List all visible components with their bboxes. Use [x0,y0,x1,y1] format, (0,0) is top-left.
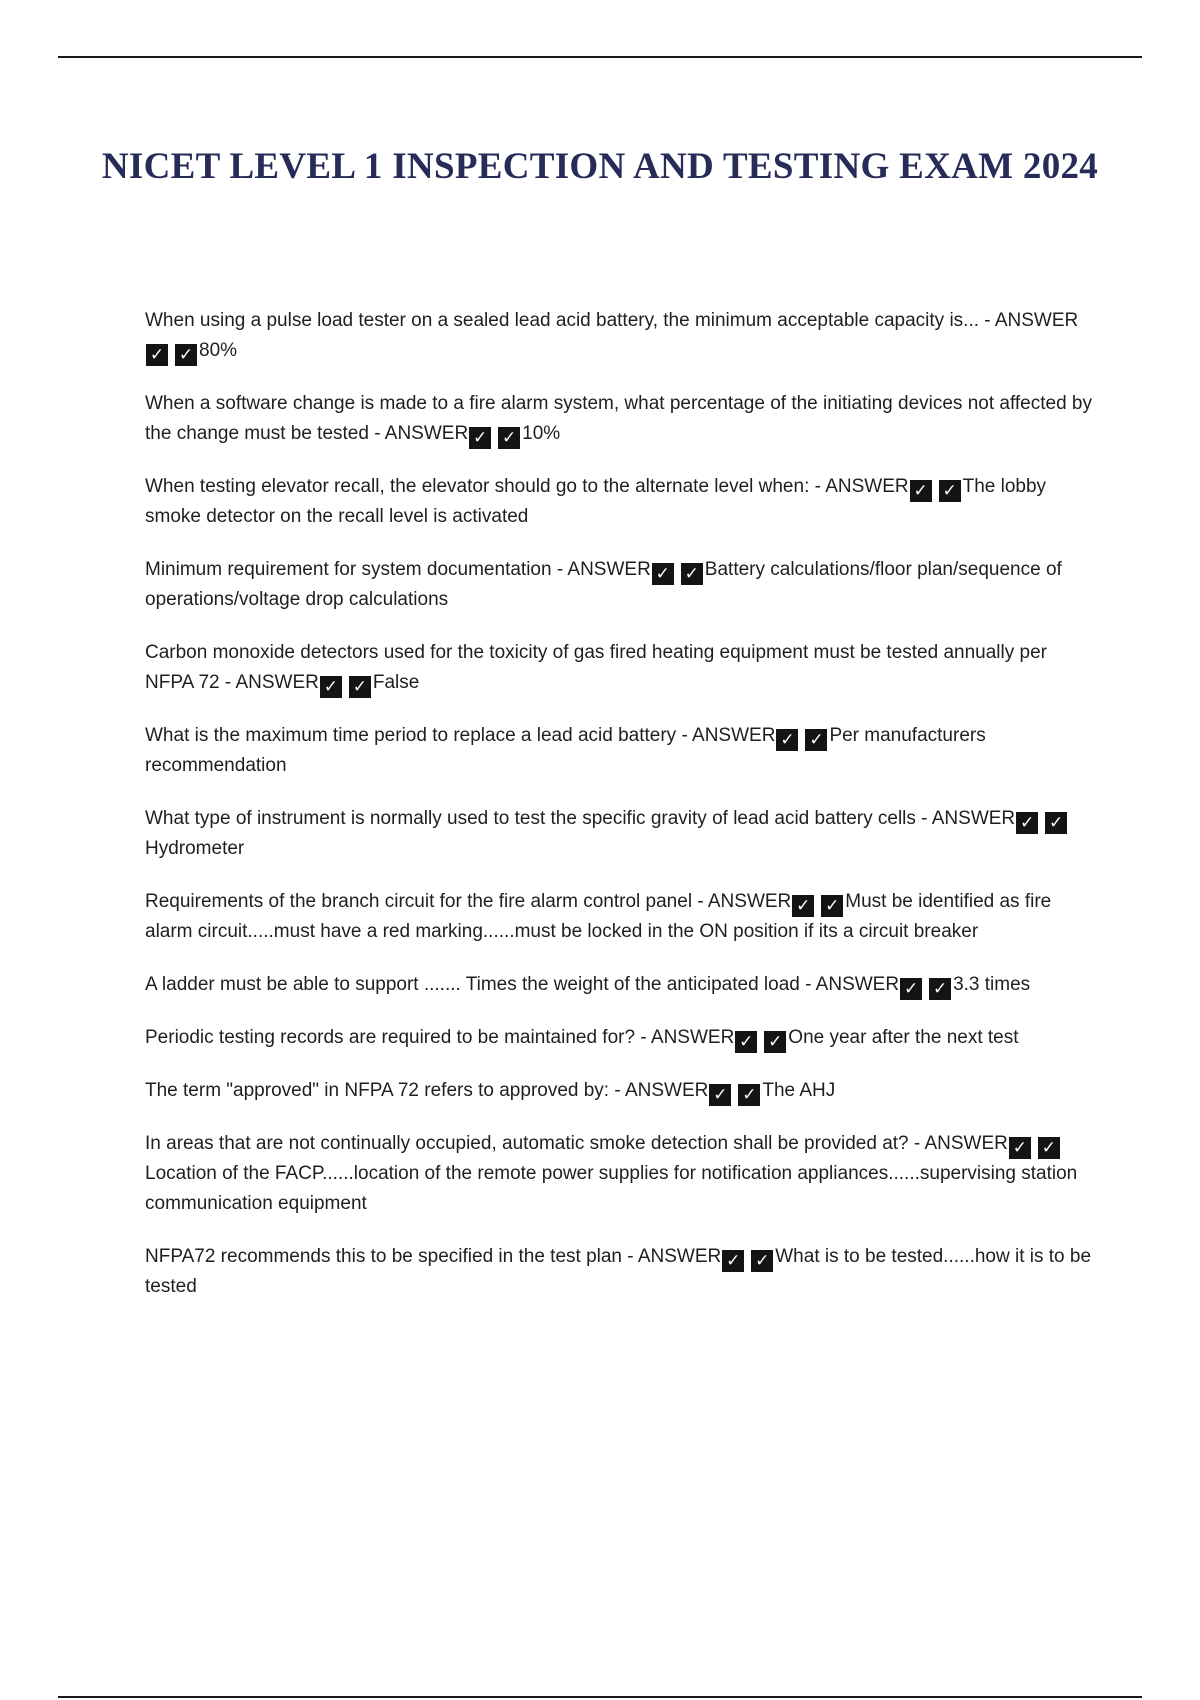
check-box-icon: ✓ [900,978,922,1000]
question-text: The term "approved" in NFPA 72 refers to approved by: - [145,1080,625,1101]
qa-item [145,804,1095,864]
check-box-icon: ✓ [751,1250,773,1272]
answer-label: ANSWER [567,559,651,580]
top-divider [58,56,1142,58]
check-box-icon: ✓ [776,729,798,751]
answer-text: One year after the next test [788,1027,1019,1048]
check-box-icon: ✓ [498,427,520,449]
answer-text: Per manufacturers recommendation [145,725,986,776]
question-text: When testing elevator recall, the elevator should go to the alternate level when: - [145,476,826,497]
bottom-divider [58,1696,1142,1698]
answer-label: ANSWER [707,891,792,912]
check-box-icon: ✓ [1016,812,1038,834]
question-text: Periodic testing records are required to be maintained for? - [145,1027,651,1048]
question-text: In areas that are not continually occupied, automatic smoke detection shall be provided at? - [145,1133,925,1154]
check-box-icon: ✓ [709,1084,731,1106]
question-text: A ladder must be able to support ....... Times the weight of the anticipated load - [145,974,816,995]
answer-text: Hydrometer [145,838,245,859]
question-text: When a software change is made to a fire alarm system, what percentage of the initiating devices not affected by the change must be tested - [145,393,1092,444]
check-box-icon: ✓ [910,480,932,502]
check-box-icon: ✓ [722,1250,744,1272]
qa-item [145,1242,1095,1302]
answer-text: The lobby smoke detector on the recall level is activated [145,476,1047,527]
qa-list [145,306,1095,1325]
qa-item [145,472,1095,532]
answer-label: ANSWER [924,1133,1008,1154]
answer-text: 10% [522,423,561,444]
answer-text: Location of the FACP......location of the remote power supplies for notification appliances......supervising station communication equipment [145,1163,1078,1214]
question-text: NFPA72 recommends this to be specified in the test plan - [145,1246,638,1267]
answer-label: ANSWER [931,808,1016,829]
question-text: Requirements of the branch circuit for the fire alarm control panel - [145,891,708,912]
check-box-icon: ✓ [681,563,703,585]
check-box-icon: ✓ [1045,812,1067,834]
check-box-icon: ✓ [735,1031,757,1053]
qa-item [145,1076,1095,1106]
question-text: What type of instrument is normally used to test the specific gravity of lead acid battery cells - [145,808,932,829]
qa-item [145,887,1095,947]
check-box-icon: ✓ [738,1084,760,1106]
answer-label: ANSWER [825,476,909,497]
page-title: NICET LEVEL 1 INSPECTION AND TESTING EXAM 2024 [101,146,1099,187]
question-text: What is the maximum time period to replace a lead acid battery - [145,725,693,746]
check-box-icon: ✓ [1038,1137,1060,1159]
answer-label: ANSWER [637,1246,722,1267]
answer-text: 3.3 times [953,974,1031,995]
question-text: Minimum requirement for system documentation - [145,559,568,580]
answer-text: Must be identified as fire alarm circuit.....must have a red marking......must be locked in the ON position if its a circuit breaker [145,891,1052,942]
check-box-icon: ✓ [320,676,342,698]
check-box-icon: ✓ [821,895,843,917]
check-box-icon: ✓ [146,344,168,366]
qa-item [145,306,1095,366]
answer-label: ANSWER [650,1027,735,1048]
check-box-icon: ✓ [792,895,814,917]
qa-item [145,555,1095,615]
check-box-icon: ✓ [175,344,197,366]
check-box-icon: ✓ [764,1031,786,1053]
check-box-icon: ✓ [652,563,674,585]
qa-item [145,638,1095,698]
answer-text: The AHJ [762,1080,836,1101]
question-text: When using a pulse load tester on a sealed lead acid battery, the minimum acceptable capacity is... - [145,310,995,331]
check-box-icon: ✓ [805,729,827,751]
answer-label: ANSWER [692,725,776,746]
answer-text: What is to be tested......how it is to be tested [145,1246,1092,1297]
qa-item [145,970,1095,1000]
check-box-icon: ✓ [349,676,371,698]
answer-text: Battery calculations/floor plan/sequence of operations/voltage drop calculations [145,559,1062,610]
answer-text: False [372,672,420,693]
check-box-icon: ✓ [929,978,951,1000]
question-text: Carbon monoxide detectors used for the toxicity of gas fired heating equipment must be tested annually per NFPA 72 - [145,642,1047,693]
answer-label: ANSWER [384,423,469,444]
qa-item [145,721,1095,781]
check-box-icon: ✓ [939,480,961,502]
answer-label: ANSWER [624,1080,709,1101]
check-box-icon: ✓ [469,427,491,449]
qa-item [145,1129,1095,1219]
answer-text: 80% [199,340,238,361]
qa-item [145,1023,1095,1053]
check-box-icon: ✓ [1009,1137,1031,1159]
answer-label: ANSWER [815,974,900,995]
qa-item [145,389,1095,449]
answer-label: ANSWER [994,310,1079,331]
answer-label: ANSWER [235,672,319,693]
